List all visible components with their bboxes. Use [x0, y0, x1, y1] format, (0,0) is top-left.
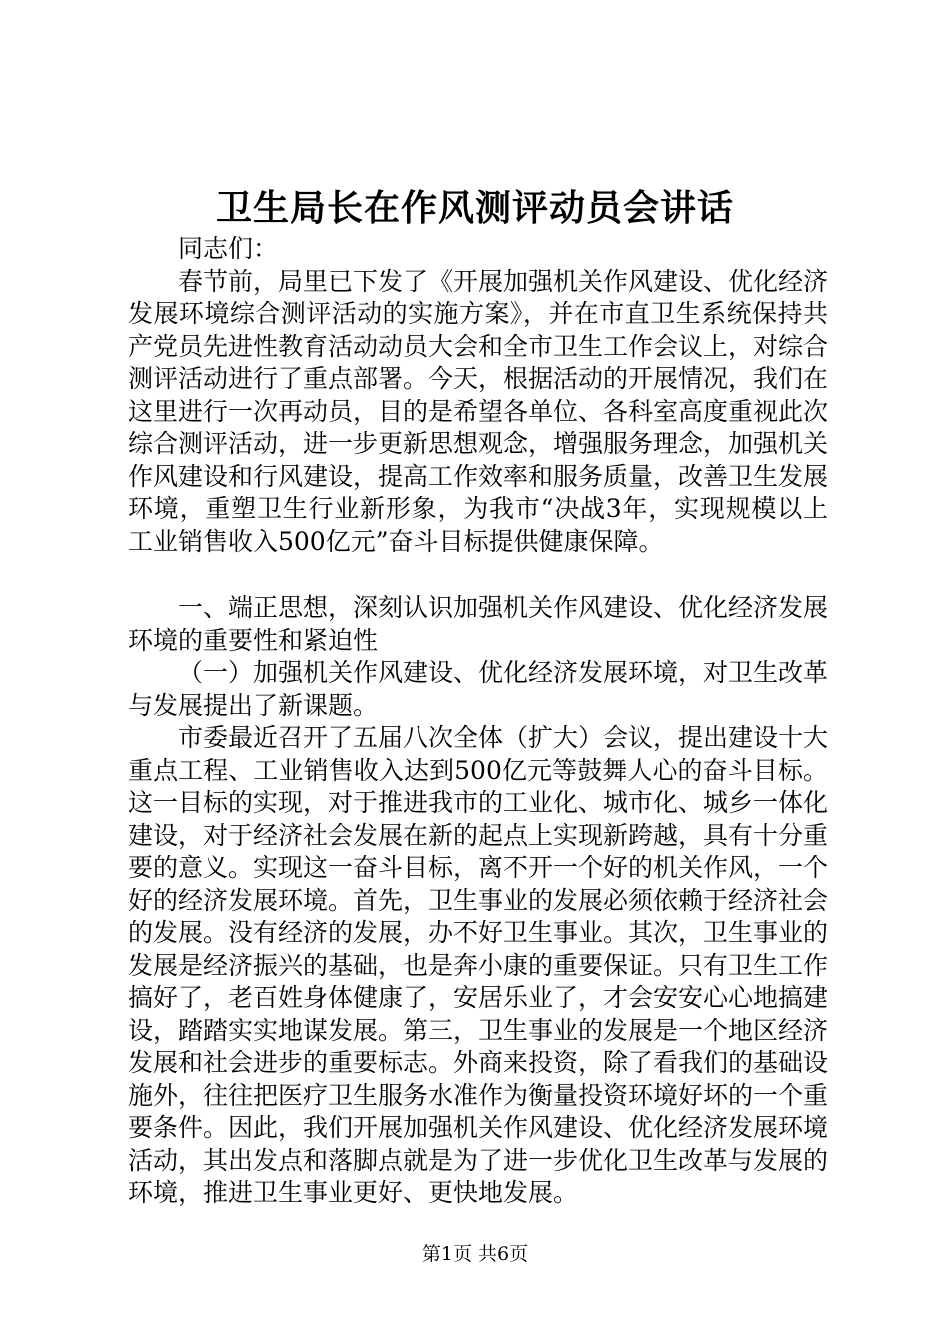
- salutation-paragraph: 同志们：: [178, 234, 279, 263]
- section-heading-1: 一、端正思想，深刻认识加强机关作风建设、优化经济发展环境的重要性和紧迫性: [128, 593, 829, 655]
- subsection-heading-1: （一）加强机关作风建设、优化经济发展环境，对卫生改革与发展提出了新课题。: [128, 658, 829, 720]
- document-title: 卫生局长在作风测评动员会讲话: [215, 187, 734, 229]
- body-paragraph: 市委最近召开了五届八次全体（扩大）会议，提出建设十大重点工程、工业销售收入达到500亿元等鼓舞人心的奋斗目标。这一目标的实现，对于推进我市的工业化、城市化、城乡一体化建设，对于经济社会发展在新的起点上实现新跨越，具有十分重要的意义。实现这一奋斗目标，离不开一个好的机关作风，一个好的经济发展环境。首先，卫生事业的发展必须依赖于经济社会的发展。没有经济的发展，办不好卫生事业。其次，卫生事业的发展是经济振兴的基础，也是奔小康的重要保证。只有卫生工作搞好了，老百姓身体健康了，安居乐业了，才会安安心心地搞建设，踏踏实实地谋发展。第三，卫生事业的发展是一个地区经济发展和社会进步的重要标志。外商来投资，除了看我们的基础设施外，往往把医疗卫生服务水准作为衡量投资环境好坏的一个重要条件。因此，我们开展加强机关作风建设、优化经济发展环境活动，其出发点和落脚点就是为了进一步优化卫生改革与发展的环境，推进卫生事业更好、更快地发展。: [128, 723, 829, 1207]
- page-number-footer: 第1页 共6页: [421, 1243, 529, 1265]
- document-body: [128, 233, 828, 1210]
- intro-paragraph: 春节前，局里已下发了《开展加强机关作风建设、优化经济发展环境综合测评活动的实施方案》，并在市直卫生系统保持共产党员先进性教育活动动员大会和全市卫生工作会议上，对综合测评活动进行了重点部署。今天，根据活动的开展情况，我们在这里进行一次再动员，目的是希望各单位、各科室高度重视此次综合测评活动，进一步更新思想观念，增强服务理念，加强机关作风建设和行风建设，提高工作效率和服务质量，改善卫生发展环境，重塑卫生行业新形象，为我市“决战3年，实现规模以上工业销售收入500亿元”奋斗目标提供健康保障。: [128, 266, 829, 556]
- paragraph-gap: [128, 558, 828, 592]
